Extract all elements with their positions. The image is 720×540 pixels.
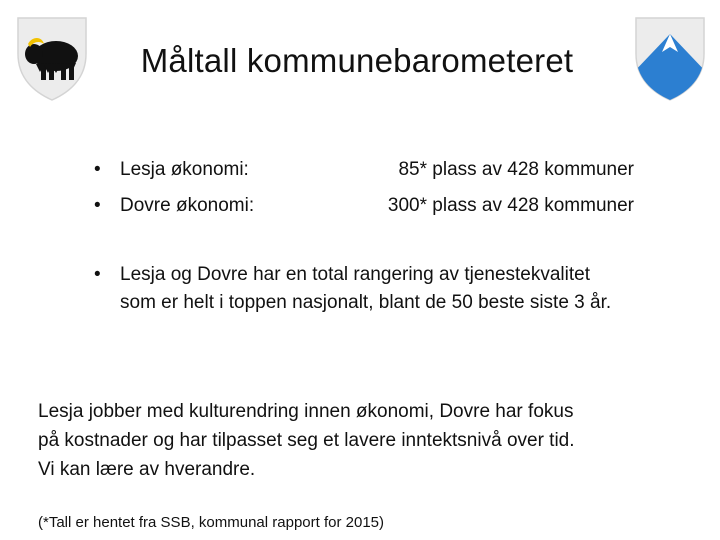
summary-paragraph bbox=[38, 397, 688, 484]
paragraph-line: Lesja jobber med kulturendring innen økonomi, Dovre har fokus bbox=[38, 401, 574, 422]
page-title: Måltall kommunebarometeret bbox=[140, 42, 574, 79]
bullet: • bbox=[94, 195, 101, 216]
economy-rank: 85* plass av 428 kommuner bbox=[398, 159, 634, 180]
economy-label: Lesja økonomi: bbox=[120, 159, 249, 180]
paragraph-line: Vi kan lære av hverandre. bbox=[38, 459, 256, 480]
quality-line: Lesja og Dovre har en total rangering av tjenestekvalitet bbox=[120, 264, 590, 285]
paragraph-line: på kostnader og har tilpasset seg et lavere inntektsnivå over tid. bbox=[38, 430, 575, 451]
quality-bullet bbox=[94, 261, 704, 317]
bullet: • bbox=[94, 159, 101, 180]
economy-rank: 300* plass av 428 kommuner bbox=[387, 195, 634, 216]
economy-item-lesja bbox=[94, 157, 654, 183]
economy-item-dovre bbox=[94, 193, 654, 219]
bullet: • bbox=[94, 264, 101, 285]
source-footnote: (*Tall er hentet fra SSB, kommunal rapport for 2015) bbox=[38, 514, 384, 531]
quality-line: som er helt i toppen nasjonalt, blant de 50 beste siste 3 år. bbox=[120, 292, 612, 313]
economy-label: Dovre økonomi: bbox=[120, 195, 255, 216]
